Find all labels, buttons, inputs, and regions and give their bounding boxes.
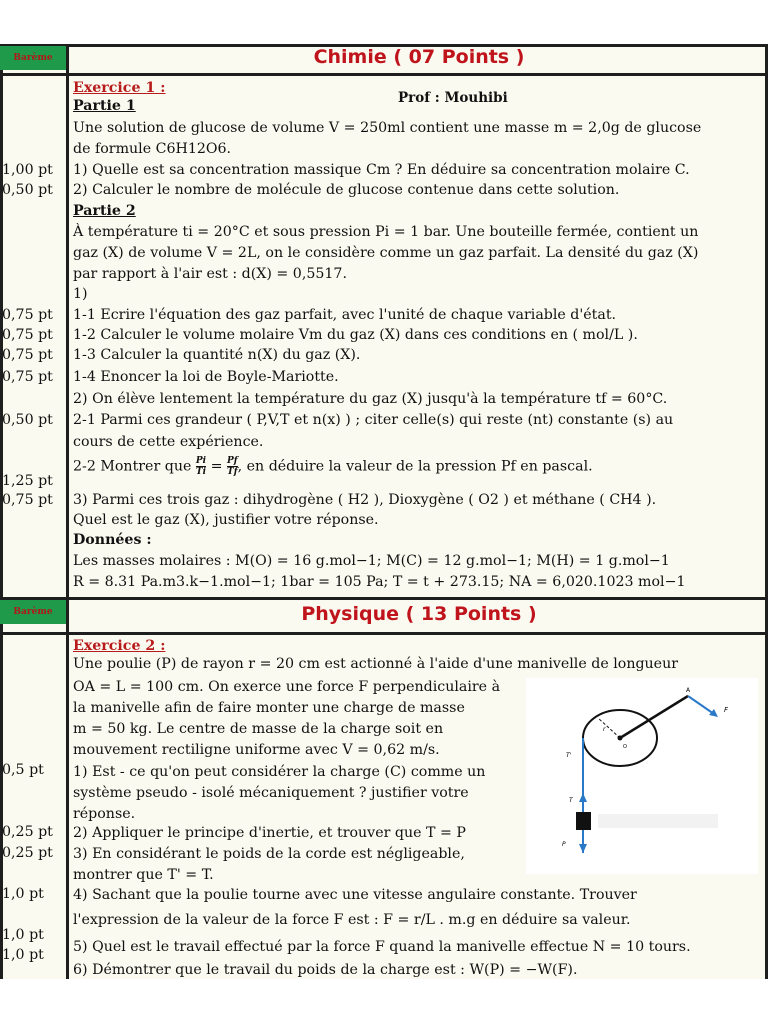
phys-question-3-cont: montrer que T' = T. [73,867,214,883]
fraction-final: $\frac{Pf}{Tf}$ [226,456,238,477]
partie-2-line: 1) [73,286,88,302]
donnees-masses: Les masses molaires : M(O) = 16 g.mol−1; M(C) = 12 g.mol−1; M(H) = 1 g.mol−1 [73,553,670,569]
points-p3: 0,25 pt [2,845,53,861]
question-1-1: 1-1 Ecrire l'équation des gaz parfait, avec l'unité de chaque variable d'état. [73,307,617,323]
partie-2-line: par rapport à l'air est : d(X) = 0,5517. [73,266,347,282]
points-q3: 0,75 pt [2,492,53,508]
chimie-title: Chimie ( 07 Points ) [313,46,525,68]
points-p2: 0,25 pt [2,824,53,840]
question-2: 2) Calculer le nombre de molécule de glucose contenue dans cette solution. [73,182,620,198]
prof-name: Prof : Mouhibi [398,90,508,106]
physique-line: Une poulie (P) de rayon r = 20 cm est actionné à l'aide d'une manivelle de longueur [73,656,678,672]
label-a: A [686,687,691,694]
force-arrow [688,696,714,714]
force-arrow-head [709,709,718,717]
partie-2-line: À température ti = 20°C et sous pression Pi = 1 bar. Une bouteille fermée, contient un [73,224,699,240]
phys-question-5: 5) Quel est le travail effectué par la force F quand la manivelle effectue N = 10 tours. [73,939,691,955]
phys-question-1-cont: système pseudo - isolé mécaniquement ? justifier votre [73,785,469,801]
partie-1-line: de formule C6H12O6. [73,141,232,157]
label-r: r [603,726,606,733]
question-2-1-cont: cours de cette expérience. [73,434,264,450]
chimie-bareme-tab: Barème [0,46,66,70]
label-o: O [623,744,627,750]
load-block [576,812,591,830]
question-2-intro: 2) On élève lentement la température du gaz (X) jusqu'à la température tf = 60°C. [73,391,668,407]
phys-question-3: 3) En considérant le poids de la corde est négligeable, [73,846,465,862]
donnees-constants: R = 8.31 Pa.m3.k−1.mol−1; 1bar = 105 Pa; T = t + 273.15; NA = 6,020.1023 mol−1 [73,574,686,590]
phys-question-1-cont: réponse. [73,806,136,822]
exercise-1-label: Exercice 1 : [73,80,166,96]
pulley-diagram [526,678,758,874]
phys-question-6: 6) Démontrer que le travail du poids de la charge est : W(P) = −W(F). [73,962,578,978]
partie-2-label: Partie 2 [73,203,136,219]
points-q21: 0,50 pt [2,412,53,428]
question-2-2-post: , en déduire la valeur de la pression Pf en pascal. [237,458,593,475]
chimie-header-rule [0,73,768,76]
fraction-initial: $\frac{Pi}{Ti}$ [195,456,207,477]
label-p: P [562,841,566,848]
physique-line: m = 50 kg. Le centre de masse de la charge soit en [73,721,444,737]
question-1-4: 1-4 Enoncer la loi de Boyle-Mariotte. [73,369,339,385]
points-q22: 1,25 pt [2,473,53,489]
question-3: 3) Parmi ces trois gaz : dihydrogène ( H2 ), Dioxygène ( O2 ) et méthane ( CH4 ). [73,492,657,508]
question-3-cont: Quel est le gaz (X), justifier votre réponse. [73,512,379,528]
question-2-1: 2-1 Parmi ces grandeur ( P,V,T et n(x) ) ; citer celle(s) qui reste (nt) constante (s) au [73,412,674,428]
question-1-2: 1-2 Calculer le volume molaire Vm du gaz (X) dans ces conditions en ( mol/L ). [73,327,638,343]
label-t: T [569,797,573,804]
exercise-2-label: Exercice 2 : [73,638,166,654]
points-q12: 0,75 pt [2,327,53,343]
question-2-2: 2-2 Montrer que $\frac{Pi}{Ti}$ = $\frac{Pf}{Tf}$ , en déduire la valeur de la pression Pf en pascal. [73,456,593,477]
physique-title: Physique ( 13 Points ) [301,603,537,625]
question-1: 1) Quelle est sa concentration massique Cm ? En déduire sa concentration molaire C. [73,162,690,178]
physique-header-rule [0,632,768,635]
points-p4: 1,0 pt [2,886,44,902]
physique-bareme-tab: Barème [0,600,66,624]
phys-question-4: 4) Sachant que la poulie tourne avec une vitesse angulaire constante. Trouver [73,887,637,903]
physique-line: mouvement rectiligne uniforme avec V = 0,62 m/s. [73,742,440,758]
figure-blur [598,814,718,828]
question-2-2-pre: 2-2 Montrer que [73,458,192,475]
tension-arrow-head [579,793,587,802]
points-q11: 0,75 pt [2,307,53,323]
physique-line: la manivelle afin de faire monter une charge de masse [73,700,465,716]
points-q2: 0,50 pt [2,182,53,198]
partie-1-line: Une solution de glucose de volume V = 250ml contient une masse m = 2,0g de glucose [73,120,702,136]
phys-question-2: 2) Appliquer le principe d'inertie, et trouver que T = P [73,825,466,841]
question-1-3: 1-3 Calculer la quantité n(X) du gaz (X). [73,347,361,363]
points-p5b: 1,0 pt [2,947,44,963]
column-divider [66,44,69,979]
weight-arrow-head [579,844,587,853]
partie-1-label: Partie 1 [73,98,136,114]
points-q13: 0,75 pt [2,347,53,363]
phys-question-1: 1) Est - ce qu'on peut considérer la charge (C) comme un [73,764,486,780]
physique-line: OA = L = 100 cm. On exerce une force F perpendiculaire à [73,679,501,695]
label-t-prime: T' [566,752,572,759]
partie-2-line: gaz (X) de volume V = 2L, on le considère comme un gaz parfait. La densité du gaz (X) [73,245,699,261]
donnees-label: Données : [73,532,152,548]
points-q14: 0,75 pt [2,369,53,385]
points-p1: 0,5 pt [2,762,44,778]
radius-line [598,718,620,738]
section-divider [0,597,768,600]
pulley-figure [526,678,758,874]
phys-question-4-cont: l'expression de la valeur de la force F est : F = r/L . m.g en déduire sa valeur. [73,912,631,928]
points-q1: 1,00 pt [2,162,53,178]
points-p5a: 1,0 pt [2,927,44,943]
crank-arm [620,696,688,738]
label-f: F [724,706,729,714]
